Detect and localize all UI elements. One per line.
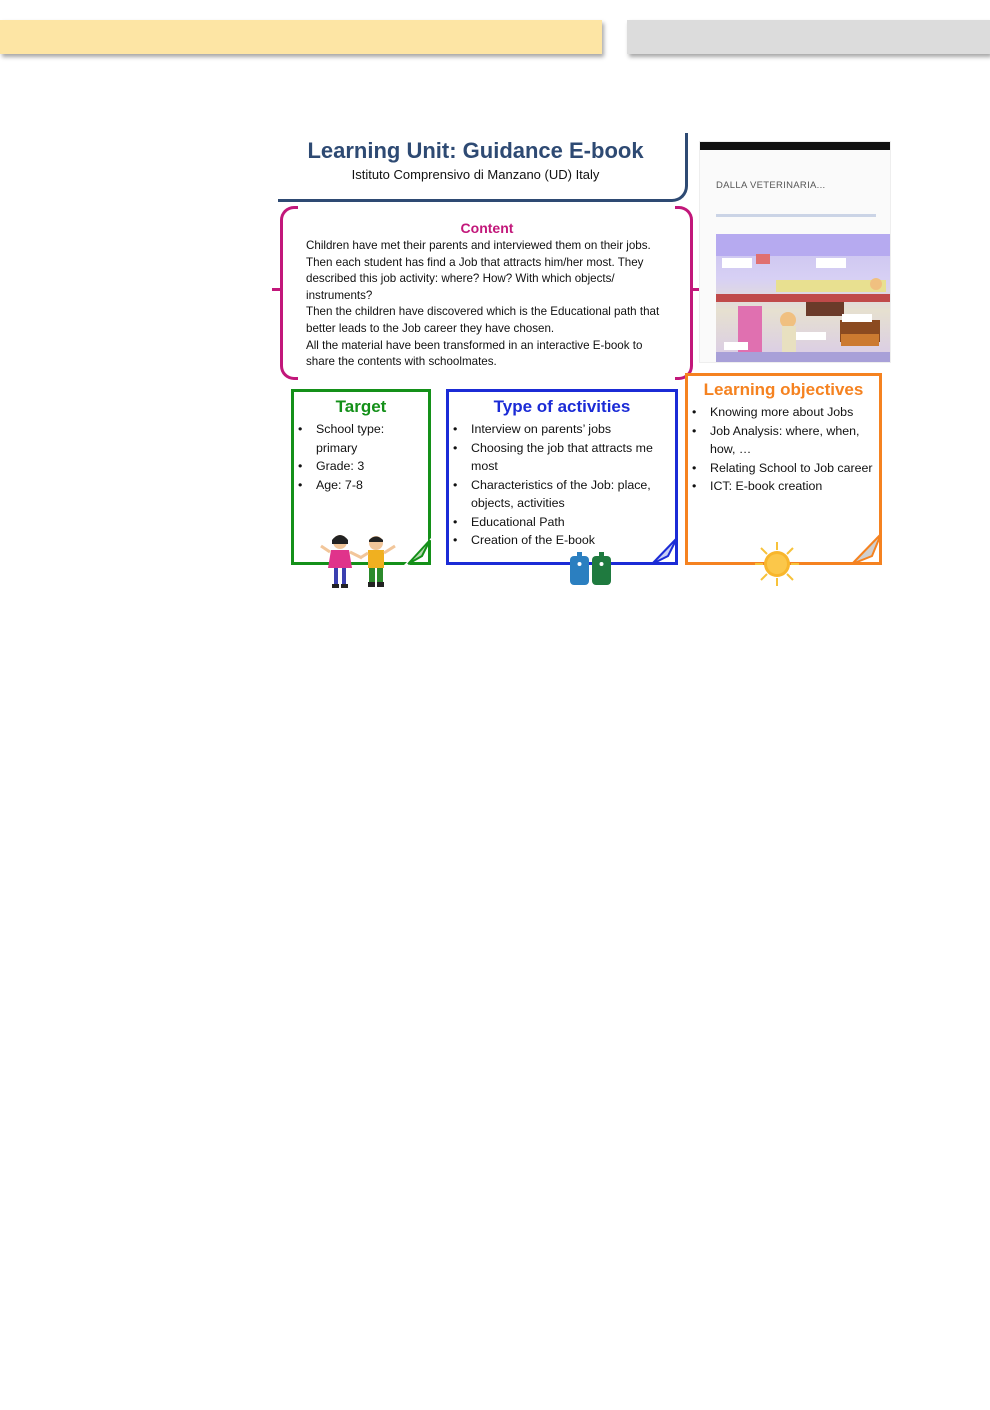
children-drawing-image bbox=[716, 234, 890, 362]
ebook-screenshot bbox=[699, 141, 891, 363]
list-item: • Educational Path bbox=[449, 513, 675, 532]
backpacks-icon bbox=[568, 550, 614, 586]
list-item: • Choosing the job that attracts me most bbox=[449, 439, 675, 476]
activities-heading: Type of activities bbox=[493, 397, 631, 416]
list-item: • Interview on parents’ jobs bbox=[449, 420, 675, 439]
children-icon bbox=[318, 532, 402, 592]
activities-page-fold-icon bbox=[648, 536, 680, 568]
content-brace-left-tip bbox=[272, 288, 282, 291]
content-paragraph: All the material have been transformed in an interactive E-book to share the contents with schoolmates. bbox=[306, 338, 643, 369]
content-heading: Content bbox=[460, 220, 514, 236]
list-item: • Relating School to Job career bbox=[688, 459, 879, 478]
list-item: • Grade: 3 bbox=[294, 457, 428, 476]
drawing-art bbox=[716, 234, 890, 362]
target-page-fold-icon bbox=[404, 538, 434, 568]
target-heading: Target bbox=[335, 397, 387, 416]
sun-icon bbox=[752, 540, 802, 588]
ebook-status-bar bbox=[700, 142, 890, 150]
content-text bbox=[306, 238, 670, 371]
unit-subtitle: Istituto Comprensivo di Manzano (UD) Italy bbox=[351, 167, 600, 182]
header-bar-left bbox=[0, 20, 602, 54]
activities-list bbox=[449, 420, 675, 550]
content-paragraph: Then the children have discovered which is the Educational path that better leads to the Job career they have chosen. bbox=[306, 305, 660, 335]
content-paragraph: Children have met their parents and interviewed them on their jobs. Then each student has find a Job that attracts him/her most. They described this job activity: where? How? With which objects/ instruments? bbox=[306, 239, 651, 302]
list-item: • Age: 7-8 bbox=[294, 476, 428, 495]
objectives-list bbox=[688, 403, 879, 496]
list-item: • Characteristics of the Job: place, objects, activities bbox=[449, 476, 675, 513]
activities-box bbox=[446, 389, 678, 565]
list-item: • Knowing more about Jobs bbox=[688, 403, 879, 422]
list-item: • Creation of the E-book bbox=[449, 531, 675, 550]
ebook-page-title: DALLA VETERINARIA... bbox=[716, 180, 826, 191]
ebook-caption-line bbox=[716, 214, 876, 217]
list-item: • School type: primary bbox=[294, 420, 428, 457]
content-brace-right bbox=[675, 206, 693, 380]
objectives-page-fold-icon bbox=[848, 532, 884, 568]
unit-title: Learning Unit: Guidance E-book bbox=[307, 138, 644, 163]
objectives-heading: Learning objectives bbox=[703, 380, 864, 399]
list-item: • Job Analysis: where, when, how, … bbox=[688, 422, 879, 459]
list-item: • ICT: E-book creation bbox=[688, 477, 879, 496]
target-list bbox=[294, 420, 428, 494]
header-bar-right bbox=[627, 20, 990, 54]
content-brace-left bbox=[280, 206, 298, 380]
